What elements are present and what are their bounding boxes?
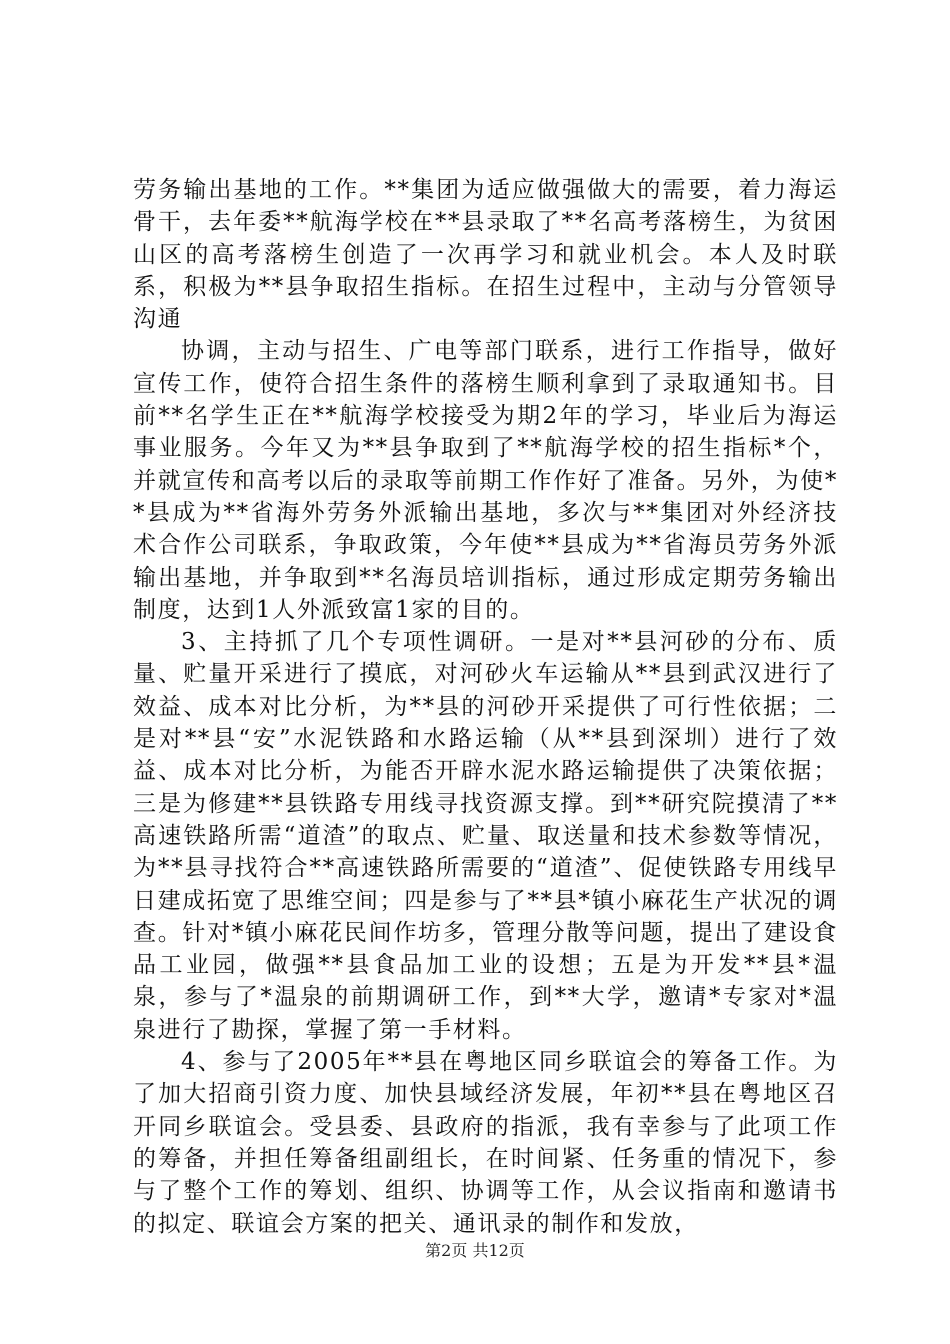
paragraph-2: 协调，主动与招生、广电等部门联系，进行工作指导，做好宣传工作，使符合招生条件的落榜生顺利拿到了录取通知书。目前**名学生正在**航海学校接受为期2年的学习，毕业后为海运事业服务。今年又为**县争取到了**航海学校的招生指标*个，并就宣传和高考以后的录取等前期工作作好了准备。另外，为使**县成为**省海外劳务外派输出基地，多次与**集团对外经济技术合作公司联系，争取政策，今年使**县成为**省海员劳务外派输出基地，并争取到**名海员培训指标，通过形成定期劳务输出制度，达到1人外派致富1家的目的。 (133, 338, 838, 623)
paragraph-3: 3、主持抓了几个专项性调研。一是对**县河砂的分布、质量、贮量开采进行了摸底，对河砂火车运输从**县到武汉进行了效益、成本对比分析，为**县的河砂开采提供了可行性依据；二是对**县“安”水泥铁路和水路运输（从**县到深圳）进行了效益、成本对比分析，为能否开辟水泥水路运输提供了决策依据；三是为修建**县铁路专用线寻找资源支撑。到**研究院摸清了**高速铁路所需“道渣”的取点、贮量、取送量和技术参数等情况，为**县寻找符合**高速铁路所需要的“道渣”、促使铁路专用线早日建成拓宽了思维空间；四是参与了**县*镇小麻花生产状况的调查。针对*镇小麻花民间作坊多，管理分散等问题，提出了建设食品工业园，做强**县食品加工业的设想；五是为开发**县*温泉，参与了*温泉的前期调研工作，到**大学，邀请*专家对*温泉进行了勘探，掌握了第一手材料。 (133, 629, 838, 1043)
page-number-footer: 第2页 共12页 (425, 1241, 525, 1260)
paragraph-4: 4、参与了2005年**县在粤地区同乡联谊会的筹备工作。为了加大招商引资力度、加快县域经济发展，年初**县在粤地区召开同乡联谊会。受县委、县政府的指派，我有幸参与了此项工作的筹备，并担任筹备组副组长，在时间紧、任务重的情况下，参与了整个工作的筹划、组织、协调等工作，从会议指南和邀请书的拟定、联谊会方案的把关、通讯录的制作和发放， (133, 1049, 838, 1237)
body-text (133, 174, 838, 1240)
paragraph-1: 劳务输出基地的工作。**集团为适应做强做大的需要，着力海运骨干，去年委**航海学校在**县录取了**名高考落榜生，为贫困山区的高考落榜生创造了一次再学习和就业机会。本人及时联系，积极为**县争取招生指标。在招生过程中，主动与分管领导沟通 (133, 177, 838, 333)
